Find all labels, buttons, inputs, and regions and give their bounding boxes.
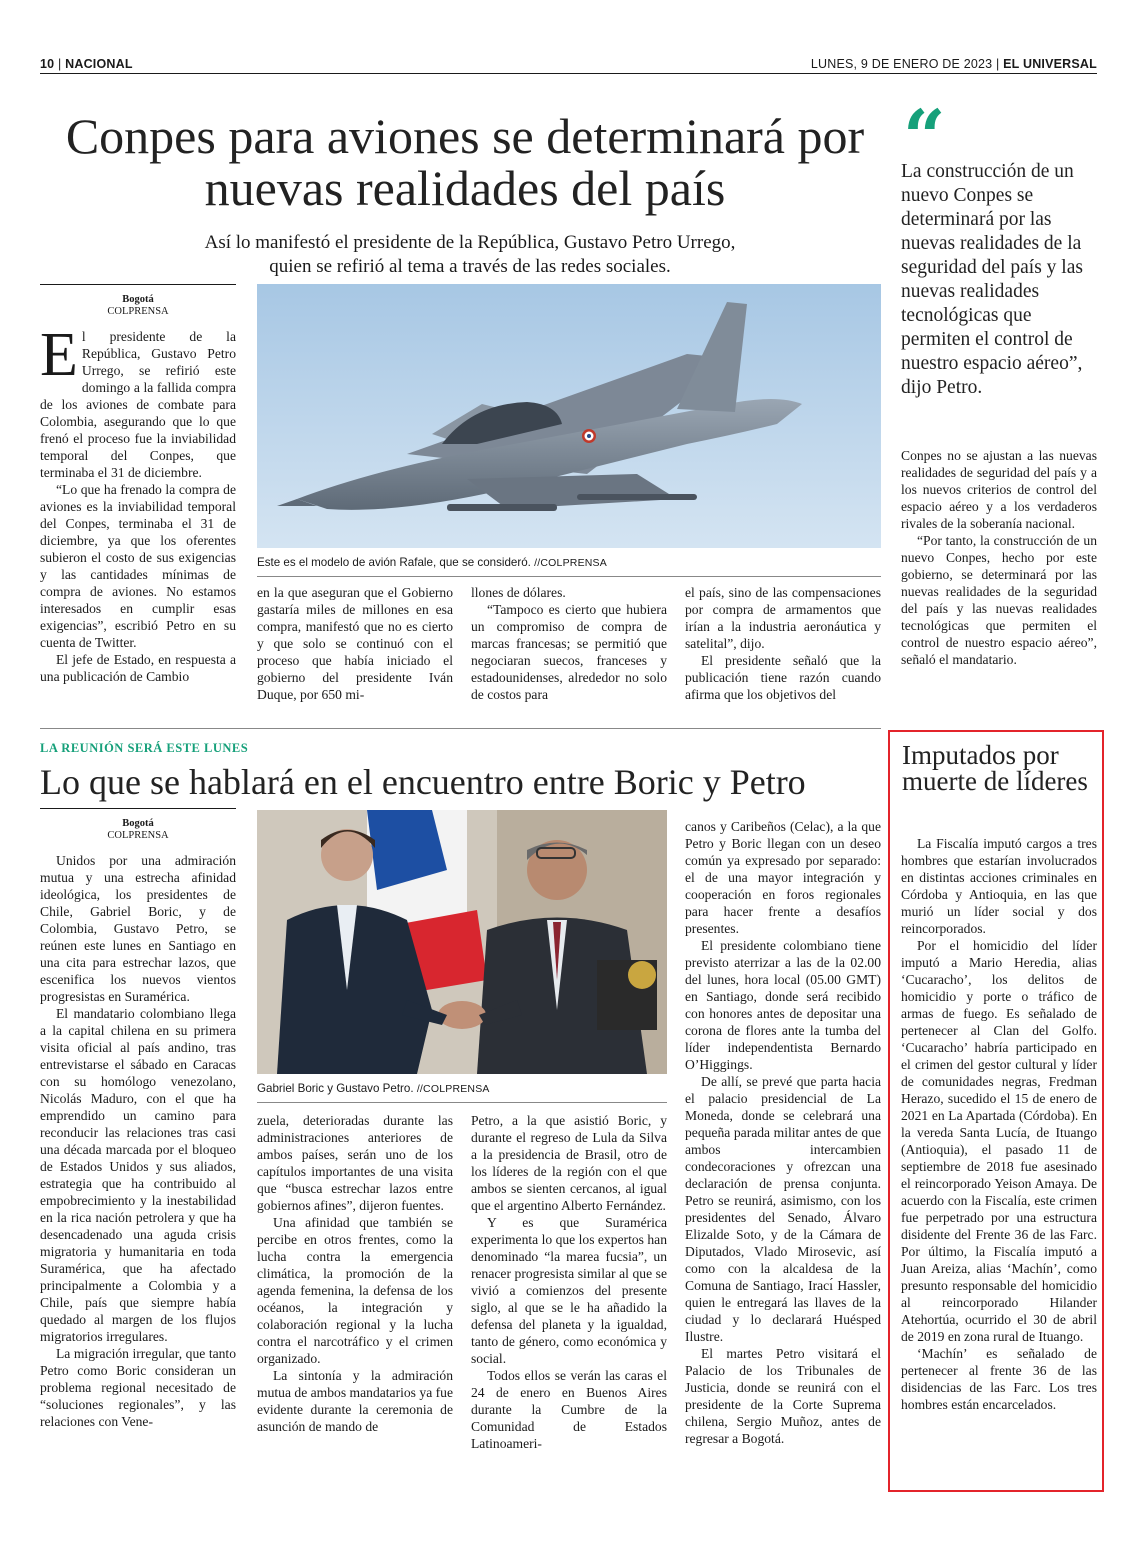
article1-headline: Conpes para aviones se determinará por nuevas realidades del país — [65, 108, 865, 216]
article2-kicker: LA REUNIÓN SERÁ ESTE LUNES — [40, 741, 249, 755]
caption-rule — [257, 576, 881, 577]
photo-credit: //COLPRENSA — [416, 1083, 490, 1095]
paragraph: el país, sino de las compensaciones por compra de armamentos que irían a la industria aeronáutica y satelital”, dijo. — [685, 585, 881, 651]
paragraph: Una afinidad que también se percibe en otros frentes, como la lucha contra la emergencia climática, la promoción de la agenda femenina, la defensa de los océanos, la integración y colaboración regional y la lucha contra el narcotráfico y el crimen organizado. — [257, 1215, 453, 1366]
handshake-image — [257, 810, 667, 1074]
article2-column-4 — [685, 818, 881, 1472]
paragraph: “Lo que ha frenado la compra de aviones es la inviabilidad temporal del Conpes, terminaba el 31 de diciembre, ya que los oferentes subieron el costo de sus exigencias y las cantidades mínimas de compra de aviones. No estamos interesados en cumplir esas exigencias”, escribió Petro en su cuenta de Twitter. — [40, 482, 236, 650]
byline-city: Bogotá — [122, 818, 154, 829]
paragraph: llones de dólares. — [471, 585, 566, 600]
article1-column-4 — [685, 584, 881, 710]
article1-column-2 — [257, 584, 453, 710]
article1-column-1 — [40, 328, 236, 710]
caption-text: Este es el modelo de avión Rafale, que se consideró. — [257, 556, 531, 569]
issue-date: LUNES, 9 DE ENERO DE 2023 — [810, 57, 993, 71]
paragraph: La Fiscalía imputó cargos a tres hombres que estarían involucrados en distintas acciones criminales en Córdoba y Antioquia, en las que murió un líder social y dos reincorporados. — [901, 836, 1097, 936]
section-divider — [40, 728, 881, 729]
paragraph: La sintonía y la admiración mutua de ambos mandatarios ya fue evidente durante la ceremonia de asunción de mando de — [257, 1368, 453, 1434]
article1-column-3 — [471, 584, 667, 710]
byline-rule — [40, 808, 236, 809]
article2-column-1 — [40, 852, 236, 1472]
article2-column-2 — [257, 1112, 453, 1472]
page-folio: 10 | NACIONAL — [40, 57, 133, 71]
paragraph: El presidente colombiano tiene previsto aterrizar a las de la 02.00 del lunes, hora local (05.00 GMT) en Santiago, donde será recibido con honores antes de depositar una corona de flores ante la tumba del líder independentista Bernardo O’Higgings. — [685, 938, 881, 1072]
page-dateline: LUNES, 9 DE ENERO DE 2023 | EL UNIVERSAL — [810, 57, 1097, 71]
header-rule — [40, 73, 1097, 74]
section-name: NACIONAL — [65, 57, 133, 71]
caption-text: Gabriel Boric y Gustavo Petro. — [257, 1082, 414, 1095]
article2-column-3 — [471, 1112, 667, 1472]
paragraph: Unidos por una admiración mutua y una estrecha afinidad ideológica, los presidentes de Chile, Gabriel Boric, y de Colombia, Gustavo Petro, se reúnen este lunes en Santiago en una cita para estrechar lazos, que escenifica los nuevos vientos progresistas en Suramérica. — [40, 853, 236, 1004]
paragraph: El presidente señaló que la publicación tiene razón cuando afirma que los objetivos del — [685, 653, 881, 702]
photo-credit: //COLPRENSA — [534, 557, 607, 569]
lead-paragraph — [40, 328, 236, 481]
paragraph-text: l presidente de la República, Gustavo Petro Urrego, se refirió este domingo a la fallida compra de los aviones de combate para Colombia, asegurando que lo que frenó el proceso fue la inviabilidad temporal del Conpes, que terminaba el 31 de diciembre. — [40, 329, 236, 480]
article1-byline — [40, 294, 236, 318]
page-number: 10 — [40, 57, 55, 71]
paragraph: canos y Caribeños (Celac), a la que Petro y Boric llegan con un deseo común ya expresado por separado: el de una mayor integración y cooperación en foros regionales para hacer frente a desafíos presentes. — [685, 819, 881, 936]
paragraph: Y es que Suramérica experimenta lo que los expertos han denominado “la marea fucsia”, un renacer progresista similar al que se vivió a comienzos del presente siglo, al que se le ha añadido la defensa del planeta y la igualdad, tanto de género, como económica y social. — [471, 1215, 667, 1366]
paragraph: en la que aseguran que el Gobierno gastaría miles de millones en esa compra, manifestó que no es cierto y que solo se continuó con el proceso que había iniciado el gobierno del presidente Iván Duque, por 650 mi- — [257, 585, 453, 702]
paragraph: zuela, deterioradas durante las administraciones anteriores de ambos países, serán uno de los capítulos importantes de una visita que “busca estrechar lazos entre gobiernos afines”, dijeron fuentes. — [257, 1113, 453, 1213]
boric-petro-photo — [257, 810, 667, 1074]
paragraph: Todos ellos se verán las caras el 24 de enero en Buenos Aires durante la Cumbre de la Comunidad de Estados Latinoameri- — [471, 1368, 667, 1451]
byline-agency: COLPRENSA — [107, 830, 169, 841]
newspaper-name: EL UNIVERSAL — [1003, 57, 1097, 71]
paragraph: De allí, se prevé que parta hacia el palacio presidencial de La Moneda, donde se celebrará una pequeña parada militar antes de que ambos intercambien condecoraciones y ofrezcan una declaración de prensa conjunta. Petro se reunirá, asimismo, con los presidentes del Senado, Álvaro Elizalde Soto, y de la Cámara de Diputados, Vlado Mirosevic, así como con la alcaldesa de la Comuna de Santiago, Iracı́ Hassler, quien le entregará las llaves de la ciudad y lo declarará Huésped Ilustre. — [685, 1074, 881, 1344]
byline-agency: COLPRENSA — [107, 306, 169, 317]
article2-headline: Lo que se hablará en el encuentro entre Boric y Petro — [40, 762, 806, 802]
rafale-caption — [257, 556, 881, 570]
byline-city: Bogotá — [122, 294, 154, 305]
paragraph: La migración irregular, que tanto Petro como Boric consideran un problema regional necesitado de “soluciones regionales”, y las relaciones con Vene- — [40, 1346, 236, 1429]
paragraph: Petro, a la que asistió Boric, y durante el regreso de Lula da Silva a la presidencia de Brasil, otro de los líderes de la región con el que ambos se sienten cercanos, al igual que el argentino Alberto Fernández. — [471, 1113, 667, 1213]
paragraph: Por el homicidio del líder imputó a Mario Heredia, alias ‘Cucaracho’, los delitos de homicidio y porte o tráfico de armas de fuego. Es señalado de pertenecer al Clan del Golfo. ‘Cucaracho’ habría participado en el crimen del gestor cultural y líder de comunidades negras, Fredman Herazo, sucedido el 15 de enero de 2021 en La Apartada (Córdoba). En la vereda Santa Lucía, de Ituango (Antioquia), el pasado 11 de septiembre de 2018 fue asesinado el reincorporado Yeison Amaya. De acuerdo con la Fiscalía, este crimen fue perpetrado por una estructura disidente del Frente 36 de las Farc. Por último, la Fiscalía imputó a Juan Areiza, alias ‘Machín’, como presunto responsable del homicidio al reincorporado Hilander Atehortúa, ocurrido el 30 de abril de 2019 en zona rural de Ituango. — [901, 938, 1097, 1344]
quote-mark-icon: “ — [903, 95, 946, 181]
fighter-jet-image — [257, 284, 881, 548]
rafale-photo — [257, 284, 881, 548]
paragraph: “Tampoco es cierto que hubiera un compromiso de compra de marcas francesas; se permitió que negociaran suecos, franceses y estadounidenses, alrededor no solo de costos para — [471, 602, 667, 702]
article1-column-5 — [901, 447, 1097, 712]
pull-quote: La construcción de un nuevo Conpes se determinará por las nuevas realidades de la seguridad del país y las nuevas realidades tecnológicas que permiten el control de nuestro espacio aéreo”, dijo Petro. — [901, 161, 1083, 398]
paragraph: El mandatario colombiano llega a la capital chilena en su primera visita oficial al país andino, tras entrevistarse el sábado en Caracas con su homólogo venezolano, Nicolás Maduro, con el que ha emprendido un camino para reconducir las relaciones tras casi una década marcada por el bloqueo de Estados Unidos y sus aliados, estrategia que ha contribuido al empobrecimiento y la inestabilidad en la rica nación petrolera y que ha desencadenado una aguda crisis migratoria y humanitaria en toda Suramérica, que ha afectado principalmente a Colombia y a Chile, país que siempre había quedado al margen de los flujos migratorios irregulares. — [40, 1006, 236, 1344]
paragraph: El martes Petro visitará el Palacio de los Tribunales de Justicia, donde se reunirá con el presidente de la Corte Suprema chilena, Sergio Muñoz, antes de regresar a Bogotá. — [685, 1346, 881, 1446]
boric-petro-caption — [257, 1082, 667, 1096]
byline-rule — [40, 284, 236, 285]
paragraph: “Por tanto, la construcción de un nuevo Conpes, hecho por este gobierno, se determinará por las nuevas realidades de la seguridad del país y las nuevas realidades tecnológicas que permiten el control de nuestro espacio aéreo”, señaló el mandatario. — [901, 533, 1097, 667]
paragraph: Conpes no se ajustan a las nuevas realidades de seguridad del país y a los nuevos criterios de control del espacio aéreo y a los verdaderos rivales de la soberanía nacional. — [901, 448, 1097, 531]
article2-byline — [40, 818, 236, 842]
sidebar-headline: Imputados por muerte de líderes — [902, 740, 1088, 796]
caption-rule — [257, 1102, 667, 1103]
sidebar-body — [901, 835, 1097, 1480]
dropcap: E — [40, 328, 78, 389]
paragraph: El jefe de Estado, en respuesta a una publicación de Cambio — [40, 652, 236, 684]
paragraph: ‘Machín’ es señalado de pertenecer al frente 36 de las disidencias de las Farc. Los tres hombres están encarcelados. — [901, 1346, 1097, 1412]
article1-deck: Así lo manifestó el presidente de la República, Gustavo Petro Urrego, quien se refirió al tema a través de las redes sociales. — [204, 232, 736, 277]
